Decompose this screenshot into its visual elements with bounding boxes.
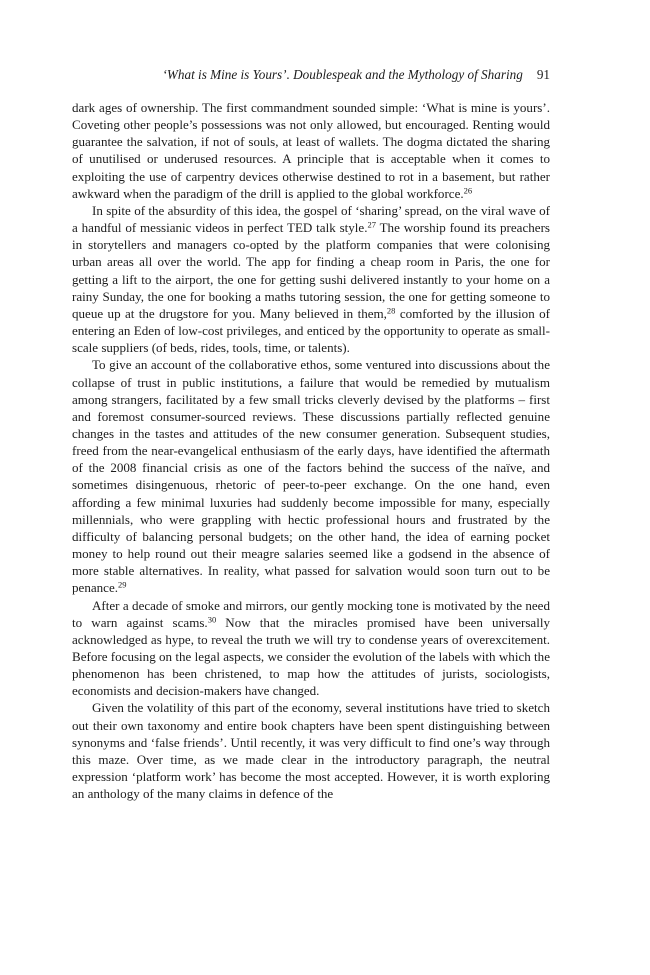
- text-run: comforted by the illusion of entering an Eden of low-cost privileges, and enticed by the opportunity to operate as small-scale suppliers (of beds, rides, tools, time, or talents).: [72, 305, 550, 356]
- body-text: [72, 99, 550, 802]
- footnote-marker: 26: [463, 185, 473, 196]
- footnote-marker: 27: [367, 219, 376, 230]
- text-run: After a decade of smoke and mirrors, our gently mocking tone is motivated by the need to warn against scams.: [72, 597, 550, 630]
- paragraph: [72, 99, 550, 202]
- footnote-marker: 30: [207, 614, 217, 625]
- text-run: In spite of the absurdity of this idea, the gospel of ‘sharing’ spread, on the viral wave of a handful of messianic videos in perfect TED talk style.: [72, 202, 550, 236]
- running-head: [72, 66, 550, 84]
- footnote-marker: 29: [118, 579, 127, 590]
- paragraph: [72, 202, 550, 356]
- text-run: Given the volatility of this part of the economy, several institutions have tried to sketch out their own taxonomy and entire book chapters have been spent distinguishing between synonyms and ‘false friends’. Until recently, it was very difficult to find one’s way through this maze. Over time, as we made clear in the introductory paragraph, the neutral expression ‘platform work’ has become the most accepted. However, it is worth exploring an anthology of the many claims in defence of the: [72, 700, 550, 802]
- text-run: To give an account of the collaborative ethos, some ventured into discussions about the collapse of trust in public institutions, a failure that would be remedied by mutualism among strangers, facilitated by a few small tricks cleverly devised by the platforms – first and foremost consumer-sourced reviews. These discussions partially reflected genuine changes in the tastes and attitudes of the new consumer generation. Subsequent studies, freed from the near-evangelical enthusiasm of the early days, have identified the aftermath of the 2008 financial crisis as one of the factors behind the success of the naïve, and sometimes disingenuous, rhetoric of peer-to-peer exchange. On the one hand, even affording a few minimal luxuries had suddenly become impossible for many, especially millennials, who were grappling with hectic professional hours and frustrated by the difficulty of balancing personal budgets; on the other hand, the idea of earning pocket money to help round out their meagre salaries seemed like a godsend in the absence of more stable alternatives. In reality, what passed for salvation would soon turn out to be penance.: [72, 357, 550, 596]
- page-number: 91: [536, 67, 550, 82]
- text-run: The worship found its preachers in storytellers and managers co-opted by the platform companies that were colonising urban areas all over the world. The app for finding a cheap room in Paris, the one for getting a lift to the airport, the one for getting sushi delivered instantly to your home on a rainy Sunday, the one for booking a maths tutoring session, the one for getting someone to queue up at the drugstore for you. Many believed in them,: [72, 220, 550, 321]
- text-run: Now that the miracles promised have been universally acknowledged as hype, to reveal the truth we will try to condense years of overexcitement. Before focusing on the legal aspects, we consider the evolution of the labels with which the phenomenon has been christened, to map how the attitudes of jurists, sociologists, economists and decision-makers have changed.: [72, 614, 550, 699]
- paragraph: [72, 356, 550, 596]
- paragraph: [72, 699, 550, 802]
- footnote-marker: 28: [386, 305, 396, 316]
- paragraph: [72, 597, 550, 700]
- text-run: dark ages of ownership. The first commandment sounded simple: ‘What is mine is yours’. Coveting other people’s possessions was not only allowed, but encouraged. Renting would guarantee the salvation, if not of souls, at least of wallets. The dogma dictated the sharing of unutilised or underused resources. A principle that is acceptable when it comes to exploiting the use of carpentry devices otherwise destined to rot in a basement, but rather awkward when the paradigm of the drill is applied to the global workforce.: [72, 100, 550, 201]
- book-page: [72, 66, 550, 802]
- running-title: ‘What is Mine is Yours’. Doublespeak and the Mythology of Sharing: [162, 67, 523, 82]
